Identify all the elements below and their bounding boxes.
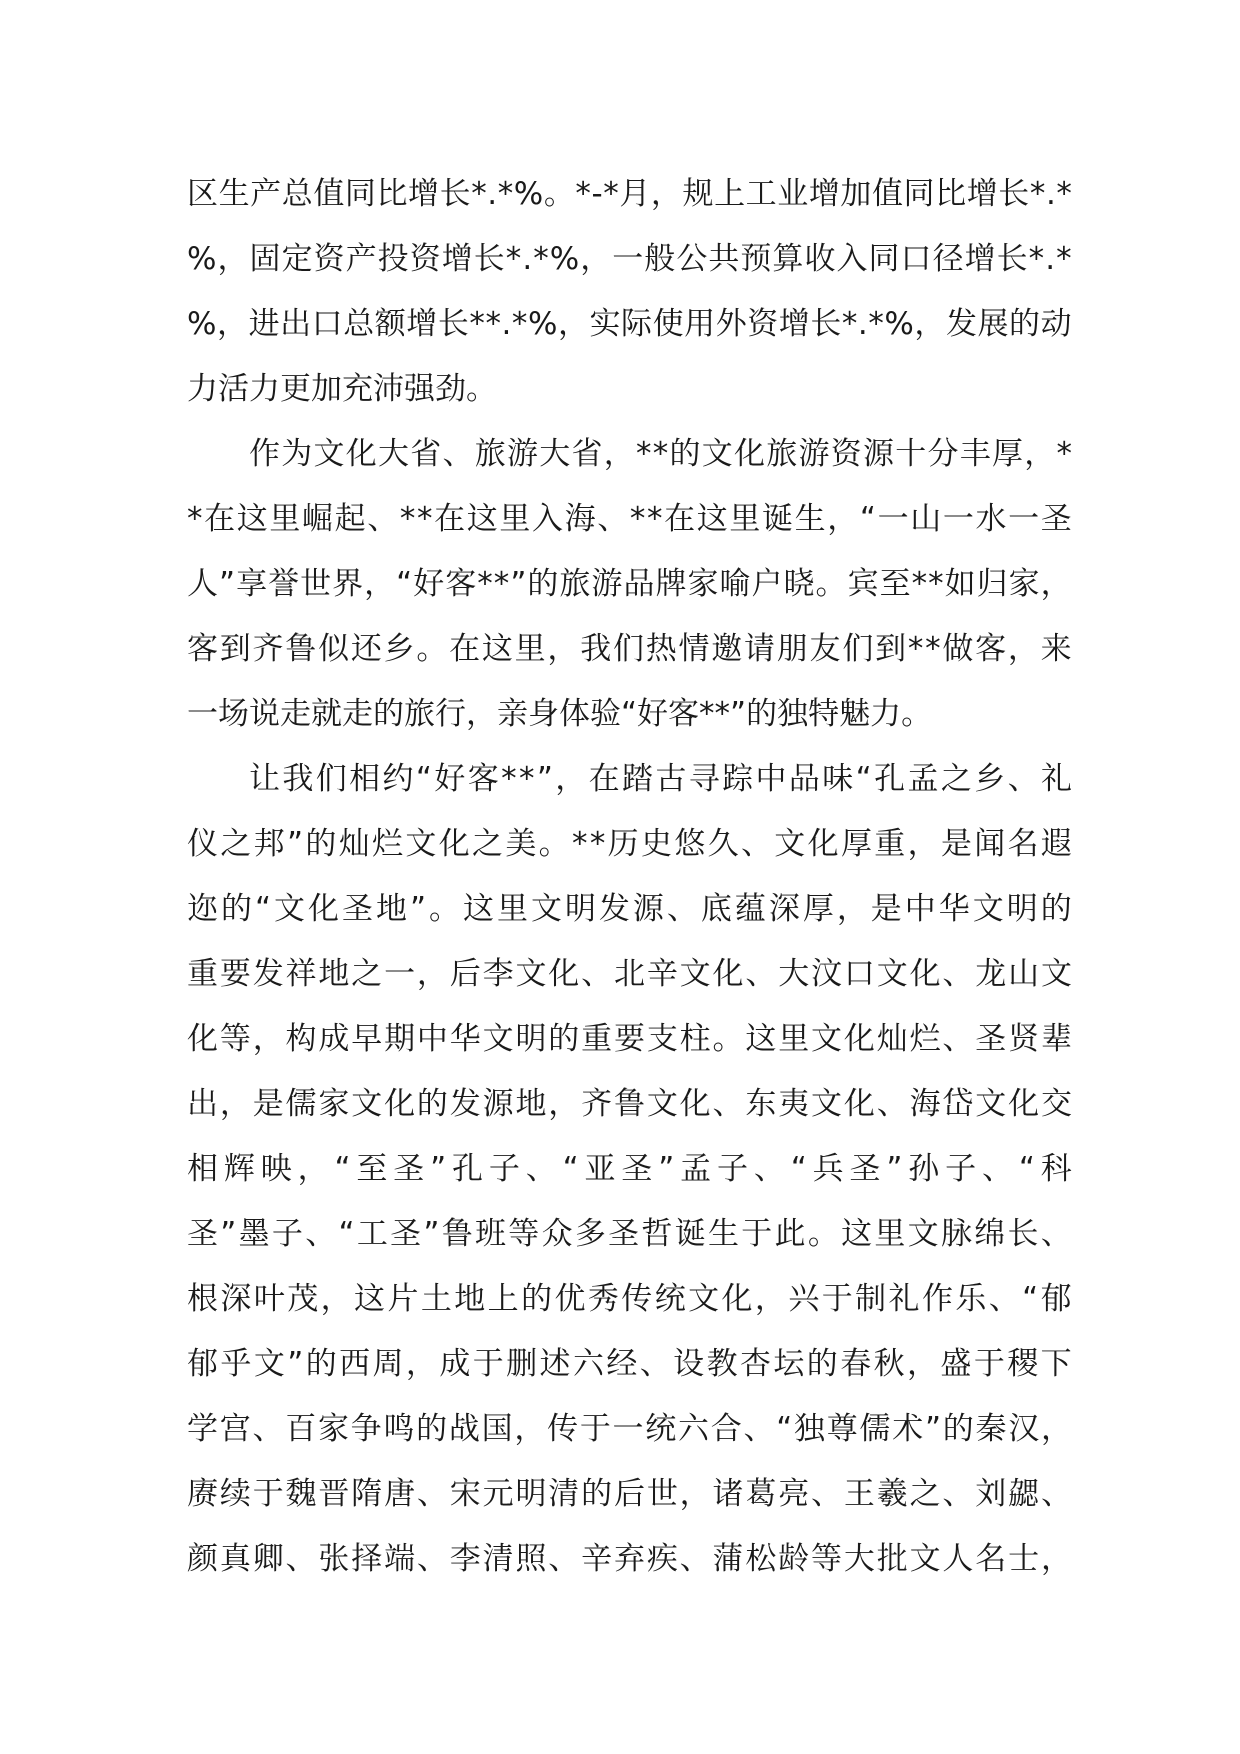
text-line: 重 要 发 祥 地 之 一 ， 后 李 文 化 、 北 辛 文 化 、 大 汶 口 文 化 、 龙 山 文	[187, 956, 1072, 992]
text-line: % ， 进 出 口 总 额 增 长 * * . * % ， 实 际 使 用 外 资 增 长 * . * % ， 发 展 的 动	[187, 306, 1072, 342]
text-line: 让 我 们 相 约 “ 好 客 * * ” ， 在 踏 古 寻 踪 中 品 味 “ 孔 孟 之 乡 、 礼	[249, 761, 1072, 797]
text-line: 力活力更加充沛强劲。	[187, 371, 497, 407]
text-line: 一场说走就走的旅行，亲身体验“好客**”的独特魅力。	[187, 696, 933, 732]
text-line: 仪 之 邦 ” 的 灿 烂 文 化 之 美 。 * * 历 史 悠 久 、 文 化 厚 重 ， 是 闻 名 遐	[187, 826, 1072, 862]
text-line: 根 深 叶 茂 ， 这 片 土 地 上 的 优 秀 传 统 文 化 ， 兴 于 制 礼 作 乐 、 “ 郁	[187, 1281, 1072, 1317]
text-line: * 在 这 里 崛 起 、 * * 在 这 里 入 海 、 * * 在 这 里 诞 生 ， “ 一 山 一 水 一 圣	[187, 501, 1072, 537]
text-line: 区 生 产 总 值 同 比 增 长 * . * % 。 * - * 月 ， 规 上 工 业 增 加 值 同 比 增 长 * . *	[187, 176, 1072, 212]
text-line: 郁 乎 文 ” 的 西 周 ， 成 于 删 述 六 经 、 设 教 杏 坛 的 春 秋 ， 盛 于 稷 下	[187, 1346, 1072, 1382]
text-line: 相 辉 映 ， “ 至 圣 ” 孔 子 、 “ 亚 圣 ” 孟 子 、 “ 兵 圣 ” 孙 子 、 “ 科	[187, 1151, 1072, 1187]
text-line: 赓 续 于 魏 晋 隋 唐 、 宋 元 明 清 的 后 世 ， 诸 葛 亮 、 王 羲 之 、 刘 勰 、	[187, 1476, 1072, 1512]
text-line: 化 等 ， 构 成 早 期 中 华 文 明 的 重 要 支 柱 。 这 里 文 化 灿 烂 、 圣 贤 辈	[187, 1021, 1072, 1057]
text-line: 作 为 文 化 大 省 、 旅 游 大 省 ， * * 的 文 化 旅 游 资 源 十 分 丰 厚 ， *	[249, 436, 1072, 472]
text-line: 圣 ” 墨 子 、 “ 工 圣 ” 鲁 班 等 众 多 圣 哲 诞 生 于 此 。 这 里 文 脉 绵 长 、	[187, 1216, 1072, 1252]
text-line: 出 ， 是 儒 家 文 化 的 发 源 地 ， 齐 鲁 文 化 、 东 夷 文 化 、 海 岱 文 化 交	[187, 1086, 1072, 1122]
body-text	[187, 162, 1072, 1592]
text-line: 人 ” 享 誉 世 界 ， “ 好 客 * * ” 的 旅 游 品 牌 家 喻 户 晓 。 宾 至 * * 如 归 家 ，	[187, 566, 1072, 602]
text-line: 客 到 齐 鲁 似 还 乡 。 在 这 里 ， 我 们 热 情 邀 请 朋 友 们 到 * * 做 客 ， 来	[187, 631, 1072, 667]
text-line: 学 宫 、 百 家 争 鸣 的 战 国 ， 传 于 一 统 六 合 、 “ 独 尊 儒 术 ” 的 秦 汉 ，	[187, 1411, 1072, 1447]
text-line: 迩 的 “ 文 化 圣 地 ” 。 这 里 文 明 发 源 、 底 蕴 深 厚 ， 是 中 华 文 明 的	[187, 891, 1072, 927]
text-line: 颜 真 卿 、 张 择 端 、 李 清 照 、 辛 弃 疾 、 蒲 松 龄 等 大 批 文 人 名 士 ，	[187, 1541, 1072, 1577]
text-line: % ， 固 定 资 产 投 资 增 长 * . * % ， 一 般 公 共 预 算 收 入 同 口 径 增 长 * . *	[187, 241, 1072, 277]
